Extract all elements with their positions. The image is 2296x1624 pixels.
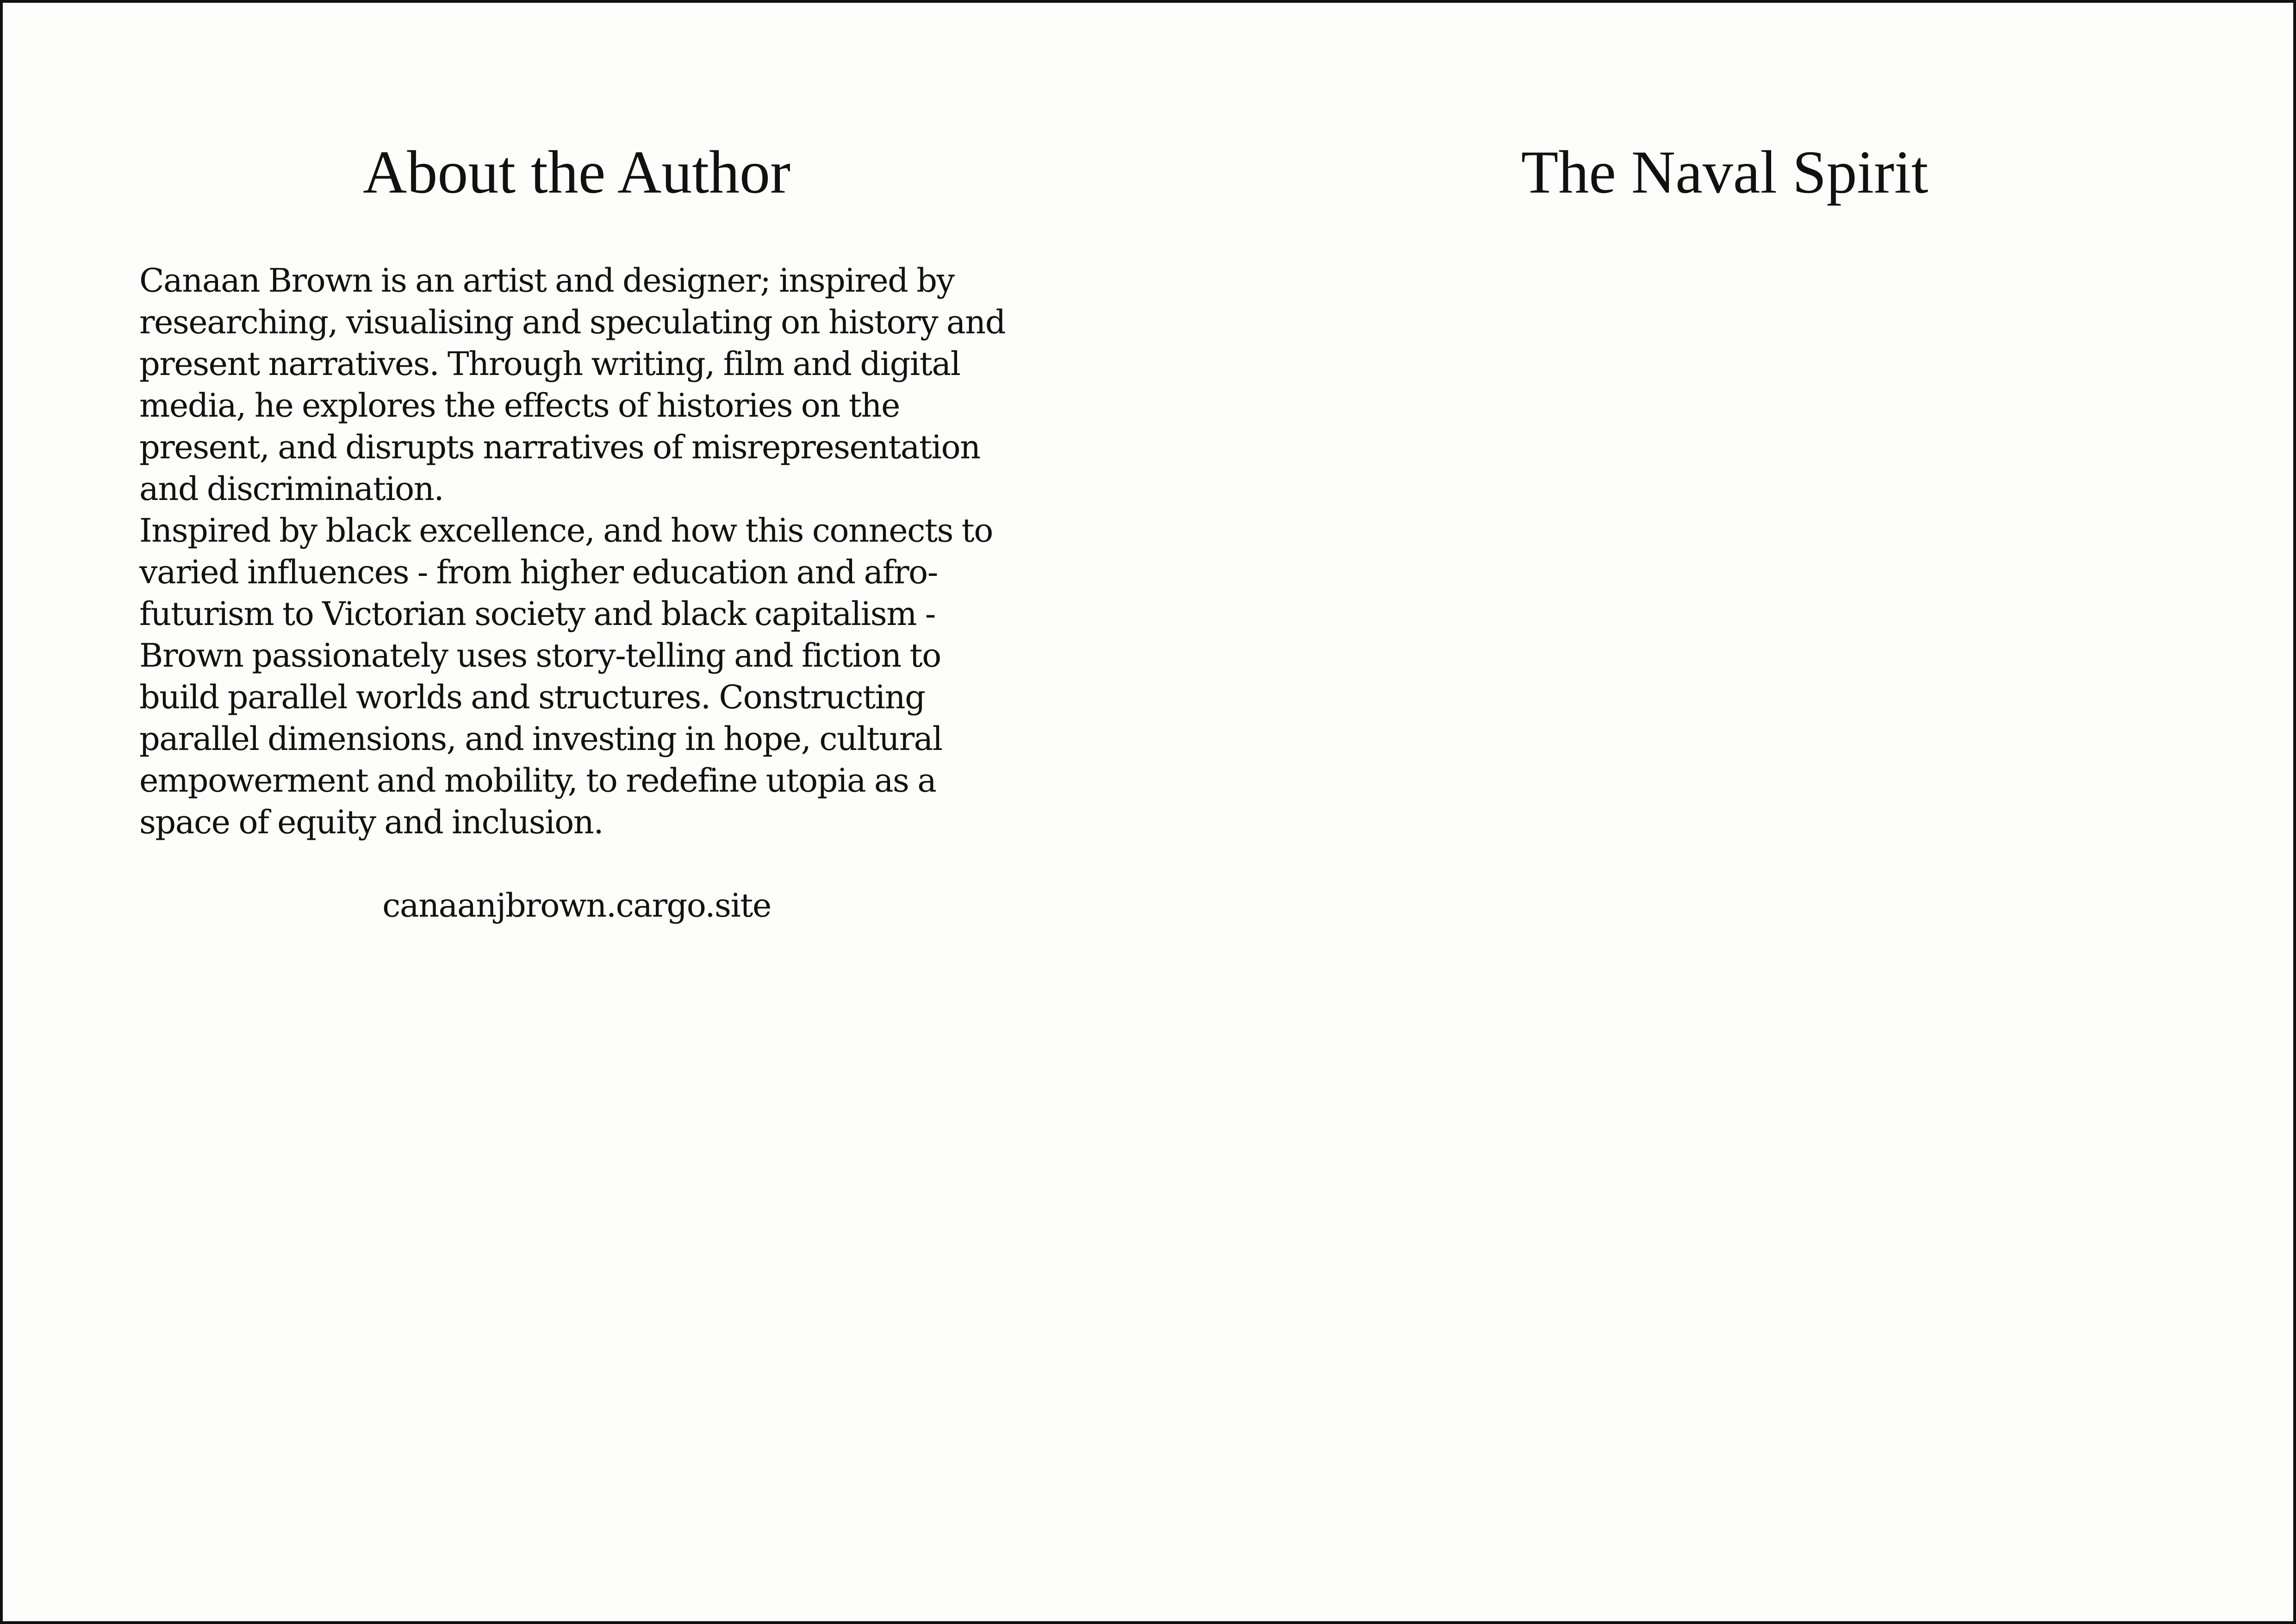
- page-title: About the Author: [363, 138, 790, 206]
- right-page: [1151, 3, 2296, 1621]
- author-bio: [139, 260, 1019, 843]
- left-page: [3, 3, 1151, 1621]
- website-link[interactable]: canaanjbrown.cargo.site: [382, 887, 771, 924]
- page-title: The Naval Spirit: [1521, 138, 1929, 206]
- bio-paragraph: Inspired by black excellence, and how this connects to varied influences - from higher education and afro-futurism to Victorian society and black capitalism - Brown passionately uses story-telling and fiction to build parallel worlds and structures. Constructing parallel dimensions, and investing in hope, cultural empowerment and mobility, to redefine utopia as a space of equity and inclusion.: [139, 512, 993, 841]
- bio-paragraph: Canaan Brown is an artist and designer; inspired by researching, visualising and speculating on history and present narratives. Through writing, film and digital media, he explores the effects of histories on the present, and disrupts narratives of misrepresentation and discrimination.: [139, 262, 1006, 508]
